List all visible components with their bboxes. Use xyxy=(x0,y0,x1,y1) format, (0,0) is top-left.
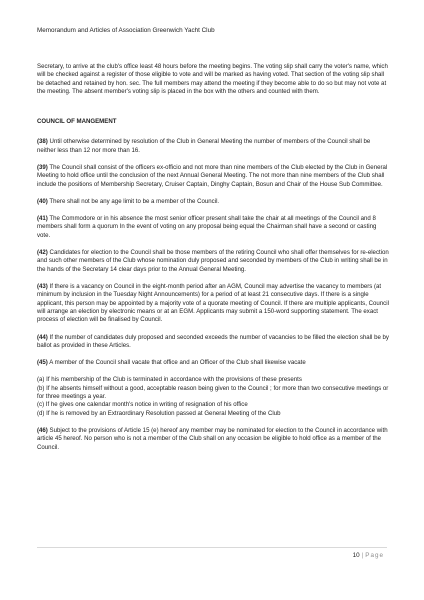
page-footer xyxy=(353,552,384,559)
article-text: The Commodore or in his absence the most senior officer present shall take the chair at all meetings of the Council and 8 members shall form a quorum In the event of voting on any proposal being equal the Chairman shall have a second or casting vote. xyxy=(37,214,377,239)
footer-separator: | xyxy=(361,552,364,559)
article-number: (40) xyxy=(37,197,48,205)
condition-a: (a) If his membership of the Club is terminated in accordance with the provisions of these presents xyxy=(37,376,302,384)
document-body xyxy=(37,63,390,461)
article-45 xyxy=(37,359,390,367)
article-text: Candidates for election to the Council shall be those members of the retiring Council who shall offer themselves for re-election and such other members of the Club whose nomination duly proposed and seconded by members of the Club in writing shall be in the hands of the Secretary 14 clear days prior to the Annual General Meeting. xyxy=(37,248,389,273)
article-number: (43) xyxy=(37,282,48,290)
article-number: (42) xyxy=(37,248,48,256)
page-number: 10 xyxy=(352,552,360,559)
article-46 xyxy=(37,427,390,452)
article-number: (44) xyxy=(37,333,48,341)
article-text: Until otherwise determined by resolution of the Club in General Meeting the number of members of the Council shall be neither less than 12 nor more than 16. xyxy=(37,138,371,154)
footer-divider xyxy=(37,547,387,548)
article-text: If there is a vacancy on Council in the eight-month period after an AGM, Council may advertise the vacancy to members (at minimum by inclusion in the Tuesday Night Announcements) for a period of at least 21 consecutive days. If there is a single applicant, this person may be appointed by a majority vote of a quorate meeting of Council. If there are multiple applicants, Council will arrange an election by electronic means or at an EGM. Applicants may submit a 150-word supporting statement. The exact process of election will be finalised by Council. xyxy=(37,282,389,324)
article-number: (38) xyxy=(37,138,48,146)
article-number: (39) xyxy=(37,163,48,171)
condition-c: (c) If he gives one calendar month's notice in writing of resignation of his office xyxy=(37,401,248,409)
running-header: Memorandum and Articles of Association Greenwich Yacht Club xyxy=(37,27,215,34)
article-44 xyxy=(37,334,390,351)
condition-b: (b) If he absents himself without a good, acceptable reason being given to the Council ; for more than two consecutive meetings or for three meetings a year. xyxy=(37,384,389,400)
article-38 xyxy=(37,138,390,155)
section-heading: COUNCIL OF MANGEMENT xyxy=(37,117,117,125)
article-text: A member of the Council shall vacate that office and an Officer of the Club shall likewise vacate xyxy=(47,359,306,367)
article-number: (46) xyxy=(37,426,48,434)
condition-d: (d) If he is removed by an Extraordinary Resolution passed at General Meeting of the Club xyxy=(37,409,281,417)
article-text: There shall not be any age limit to be a member of the Council. xyxy=(47,197,220,205)
intro-paragraph: Secretary, to arrive at the club's office least 48 hours before the meeting begins. The voting slip shall carry the voter's name, which will be checked against a register of those eligible to vote and will be marked as having voted. That section of the voting slip shall be detached and retained by hon. sec. The full members may attend the meeting if they become able to do so but may not vote at the meeting. The absent member's voting slip is placed in the box with the others and counted with them. xyxy=(37,63,388,96)
article-text: If the number of candidates duly proposed and seconded exceeds the number of vacancies to be filled the election shall be by ballot as provided in these Articles. xyxy=(37,333,389,349)
article-40 xyxy=(37,198,390,206)
article-text: Subject to the provisions of Article 15 (e) hereof any member may be nominated for election to the Council in accordance with article 45 hereof. No person who is not a member of the Club shall on any occasion be eligible to hold office as a member of the Council. xyxy=(37,426,388,451)
article-42 xyxy=(37,249,390,274)
article-43 xyxy=(37,283,390,325)
article-number: (41) xyxy=(37,214,48,222)
article-41 xyxy=(37,215,390,240)
page-label: Page xyxy=(365,552,384,559)
article-39 xyxy=(37,164,390,189)
article-text: The Council shall consist of the officers ex-officio and not more than nine members of the Club elected by the Club in General Meeting to hold office until the conclusion of the next Annual General Meeting. The not more than nine members of the Club shall include the positions of Membership Secretary, Cruiser Captain, Dinghy Captain, Bosun and Chair of the House Sub Committee. xyxy=(37,163,388,188)
article-number: (45) xyxy=(37,359,48,367)
